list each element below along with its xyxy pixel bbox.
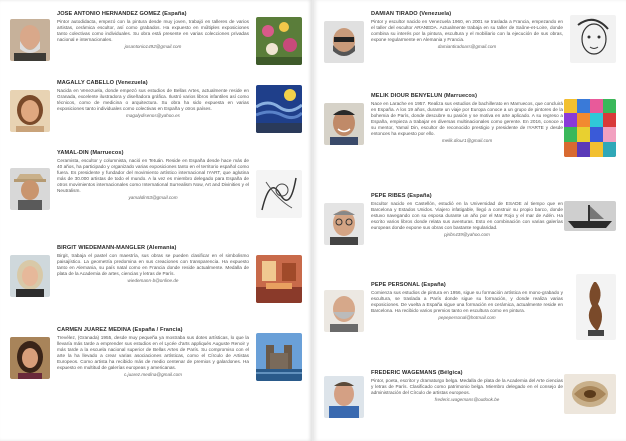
portrait-man-smiling-icon (324, 103, 364, 145)
artwork-abstract-drawing-icon (256, 170, 302, 218)
entry-text (371, 370, 563, 403)
portrait-woman-blonde-icon (10, 255, 50, 297)
entry-text (371, 93, 563, 144)
artist-bio: Ceramista, escultor y columnista, nació en Tetuán. Reside en España desde hace más de 40 años, ha participado y organizado varias exposiciones tanto en el territorio español como fuera. Es presidente y fundador del movimiento artístico internacional IYART, que aglutina más de 30.000 artistas de todo el mundo. A la vez es miembro delegado para España de otros movimientos internacionales como International Surrealism Now, Art and Divinities y el Neutralism. (57, 158, 249, 193)
artist-email[interactable]: wiedemann-b@online.de (127, 278, 179, 283)
entry-text (371, 282, 563, 321)
artist-bio: Pintor y escultor nacido en Venezuela 1960, en 2001 se traslada a Francia, empezando en el taller del escultor ARANEDA. Actualmente trabaja en su taller de Saône-et-Loire, donde combina su interés por la pintura, escultura y el mobiliario con la ejecución de sus obras, expone regularmente en Alemania y Francia. (371, 19, 563, 42)
entry-text (57, 245, 249, 284)
artist-name: MAGALLY CABELLO (Venezuela) (57, 80, 148, 86)
artist-bio: Trevélez, (Granada) 1955, desde muy pequeña ya mostraba sus dotes artísticas, lo que la llevaría más tarde a emprender sus estudios en el Lycée d'arts appliqués Auguste Renoir y más tarde a la escuela nacional superior de Bellas Artes de París. Su compromiso con el arte la ha llevado a crear varias asociaciones artísticas, como el Círculo de Artistas Europeos. Como artista ha recibido más de medio centenar de premios y galardones. Ha expuesto en multitud de galerías europeas y americanas. (57, 335, 249, 370)
artist-bio: Birgit, trabaja el pastel con maestría, sus obras se pueden clasificar en el simbolismo paisajístico. La geometría predomina en sus creaciones con transparencia. Ha expuesto tanto en Alemania, su país natal como en Francia donde reside actualmente. Medalla de plata de la Academia de artes, ciencias y letras de París. (57, 253, 249, 276)
right-page (314, 0, 626, 441)
portrait-man-grey-beard-icon (10, 19, 50, 61)
artist-entry (10, 327, 302, 419)
artist-entry (324, 193, 616, 269)
artwork-bronze-sculpture-icon (576, 274, 616, 340)
portrait-man-hat-icon (10, 168, 50, 210)
artist-email[interactable]: magalydisenos@yahoo.es (126, 113, 180, 118)
artist-bio: Pintor autodidacta, empezó con la pintura desde muy joven, trabajó en talleres de varios artistas, cerámica escultor, así como grabados. Ha expuesto en múltiples exposiciones tanto colectivas como individuales. Su obra está presente en varias colecciones privadas nacional e internacionales. (57, 19, 249, 42)
artist-name: YAMAL-DIN (Marruecos) (57, 150, 124, 156)
portrait-man-dark-glasses-icon (324, 21, 364, 63)
artwork-colorful-mosaic-painting-icon (564, 99, 616, 157)
portrait-woman-dark-hair-icon (10, 337, 50, 379)
artist-email[interactable]: pjribs439@yahoo.com (444, 232, 490, 237)
artist-entry (324, 93, 616, 181)
portrait-man-bald-icon (324, 290, 364, 332)
portrait-man-glasses-icon (324, 203, 364, 245)
artist-entry (10, 245, 302, 307)
artist-email[interactable]: melik.diour1@gmail.com (441, 138, 493, 143)
artist-name: FREDERIC WAGEMANS (Bélgica) (371, 370, 463, 376)
artist-entry (10, 80, 302, 146)
artist-entry (10, 11, 302, 77)
entry-text (57, 150, 249, 201)
artist-email[interactable]: pepepersonal@hotmail.com (438, 315, 496, 320)
artist-bio: Nace en Larache en 1957. Realiza sus estudios de bachillerato en Marruecos, que concluirá en España. A los 19 años, durante un viaje por Europa conoce a un grupo de pintores de la bohemia de París, donde descubre su pasión y se motiva en arte aplicado. A su regreso a España, empieza a trabajar en diversas multinacionales como gerente. En 2016, conoce a su mentor, Yamal Din, escultor de reconocido prestigio y presidente de IYARTE y desde entonces ha expuesto por ello. (371, 101, 563, 136)
artist-name: DAMIAN TIRADO (Venezuela) (371, 11, 452, 17)
portrait-man-blue-shirt-icon (324, 376, 364, 418)
artwork-woman-face-drawing-icon (570, 15, 616, 63)
artist-bio: Pintor, poeta, escritor y dramaturgo belga. Medalla de plata de la Academia del Arte ciencias y letras de París. Clasificado como patrimonio belga. Miembro delegado en el consejo de administración del Círculo de artistas europeos. (371, 378, 563, 395)
artist-entry (324, 282, 616, 358)
artist-email[interactable]: c.juarez.medina@gmail.com (123, 372, 183, 377)
artist-name: MELIK DIOUR BENYELUN (Marruecos) (371, 93, 478, 99)
artist-bio: Escultor nacido en Castellón, estudió en la Universidad de ESADE al tiempo que en Barcelona y Estados Unidos. Viajero infatigable, llegó a construir su propio barco, donde estuvo navegando con su esposa durante un año por el Mar Rojo y el mar de Adén. Ha escrito varios libros donde relata sus aventuras. Esto en combinación con varias galerías europeas donde expone sus obras con bastante regularidad. (371, 201, 563, 230)
entry-text (57, 11, 249, 50)
artist-bio: Comienza sus estudios de pintura en 1956, sigue su formación artística en mono-grabado y escultura, se traslada a París donde sigue su formación, y donde realiza varias exposiciones. De vuelta a España sigue una formación en cerámica, actualmente reside en Barcelona. Ha recibido varios premios tanto en escultura como en pintura. (371, 290, 563, 313)
artist-name: PEPE PERSONAL (España) (371, 282, 446, 288)
artwork-flowers-painting-icon (256, 17, 302, 65)
artist-name: JOSE ANTONIO HERNANDEZ GOMEZ (España) (57, 11, 187, 17)
artist-email[interactable]: josantonio1492@gmail.com (124, 44, 182, 49)
artist-name: BIRGIT WIEDEMANN-MANGLER (Alemania) (57, 245, 177, 251)
artist-bio: Nacida en Venezuela, donde empezó sus estudios de Bellas Artes, actualmente reside en Granada, excelente ilustradora y diseñadora gráfica. Ilustró varios libros infantiles así como técnicos, como de medicina o arquitectura. Su obra ha sido expuesta en varias exposiciones tanto individuales como colectivas en España y otros países. (57, 88, 249, 111)
entry-text (57, 327, 249, 378)
artwork-boat-painting-icon (564, 201, 616, 231)
artist-entry (324, 370, 616, 432)
left-page (0, 0, 312, 441)
artwork-notre-dame-painting-icon (256, 333, 302, 381)
artist-name: PEPE RIBES (España) (371, 193, 432, 199)
artist-name: CARMEN JUAREZ MEDINA (España / Francia) (57, 327, 183, 333)
artist-entry (10, 150, 302, 232)
portrait-woman-icon (10, 90, 50, 132)
artist-email[interactable]: yamaldin53@gmail.com (128, 195, 178, 200)
artwork-interior-painting-icon (256, 255, 302, 303)
entry-text (371, 11, 563, 50)
entry-text (57, 80, 249, 119)
artwork-starry-night-painting-icon (256, 85, 302, 133)
artist-entry (324, 11, 616, 83)
entry-text (371, 193, 563, 238)
artist-email[interactable]: frederic.wagemans@outlook.be (434, 397, 500, 402)
artist-email[interactable]: damiantiradoars@gmail.com (437, 44, 497, 49)
artwork-shell-painting-icon (564, 374, 616, 414)
